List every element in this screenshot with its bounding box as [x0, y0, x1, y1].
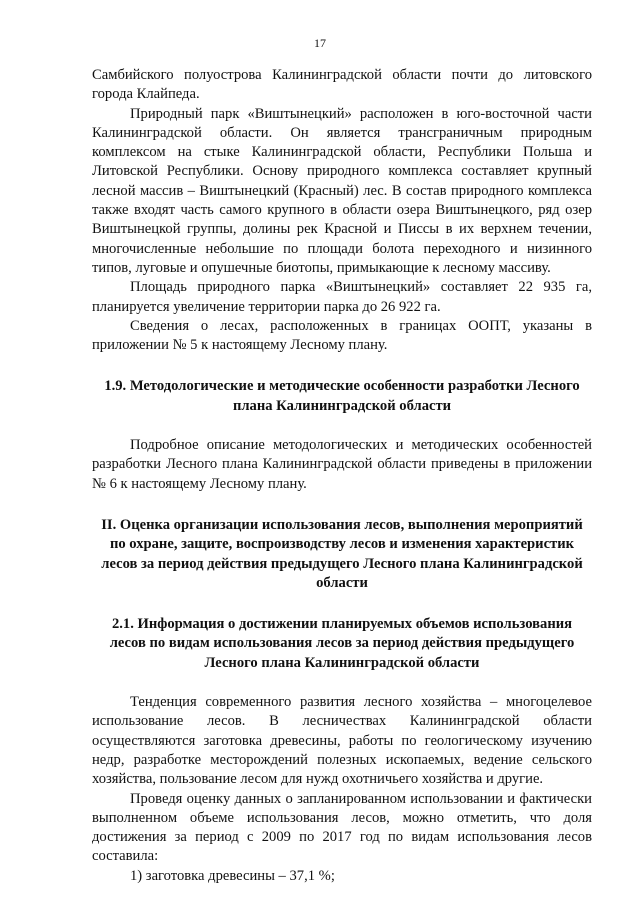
heading-line: 2.1. Информация о достижении планируемых объемов использования — [111, 616, 573, 633]
heading-section-2 — [92, 516, 592, 593]
paragraph-assessment: Проведя оценку данных о запланированном использовании и фактически выполненном объеме использования лесов, можно отметить, что доля достижения за период с 2009 по 2017 год по видам использования лесов составила: — [92, 790, 592, 865]
heading-section-1-9 — [92, 377, 592, 416]
heading-line: 1.9. Методологические и методические особенности разработки Лесного — [104, 378, 580, 395]
paragraph-park-area: Площадь природного парка «Виштынецкий» составляет 22 935 га, планируется увеличение территории парка до 26 922 га. — [92, 279, 592, 315]
heading-line: Лесного плана Калининградской области — [204, 654, 480, 671]
heading-section-2-1 — [92, 615, 592, 673]
heading-line: лесов по видам использования лесов за период действия предыдущего — [109, 635, 575, 652]
heading-line: плана Калининградской области — [232, 397, 452, 414]
page-number: 17 — [314, 36, 326, 50]
heading-line: области — [316, 574, 368, 591]
paragraph-forestry-trend: Тенденция современного развития лесного хозяйства – многоцелевое использование лесов. В лесничествах Калининградской области осуществляются заготовка древесины, работы по геологическому изучению недр, разработке месторождений полезных ископаемых, ведение сельского хозяйства, пользование лесом для нужд охотничьего хозяйства и другие. — [92, 694, 592, 788]
heading-line: по охране, защите, воспроизводству лесов и изменения характеристик — [109, 536, 575, 553]
paragraph-continuation: Самбийского полуострова Калининградской области почти до литовского города Клайпеда. — [92, 67, 592, 103]
paragraph-vishtynets-park: Природный парк «Виштынецкий» расположен в юго-восточной части Калининградской области. Он является трансграничным природным комплексом на стыке Калининградской области, Республики Польша и Литовской Республики. Основу природного комплекса составляет крупный лесной массив – Виштынецкий (Красный) лес. В состав природного комплекса также входят часть самого крупного в области озера Виштынецкого, ряд озер Виштынецкой группы, долины рек Красной и Писсы в их верхнем течении, многочисленные небольшие по площади болота переходного и низинного типов, луговые и опушечные биотопы, примыкающие к лесному массиву. — [92, 105, 592, 276]
heading-line: лесов за период действия предыдущего Лесного плана Калининградской — [101, 555, 583, 572]
heading-line: II. Оценка организации использования лесов, выполнения мероприятий — [101, 516, 583, 533]
list-item-timber-harvesting: 1) заготовка древесины – 37,1 %; — [130, 867, 335, 884]
paragraph-methodology: Подробное описание методологических и методических особенностей разработки Лесного плана Калининградской области приведены в приложении № 6 к настоящему Лесному плану. — [92, 437, 592, 492]
page-content — [92, 66, 592, 886]
paragraph-oopt-info: Сведения о лесах, расположенных в границах ООПТ, указаны в приложении № 5 к настоящему Лесному плану. — [92, 317, 592, 354]
